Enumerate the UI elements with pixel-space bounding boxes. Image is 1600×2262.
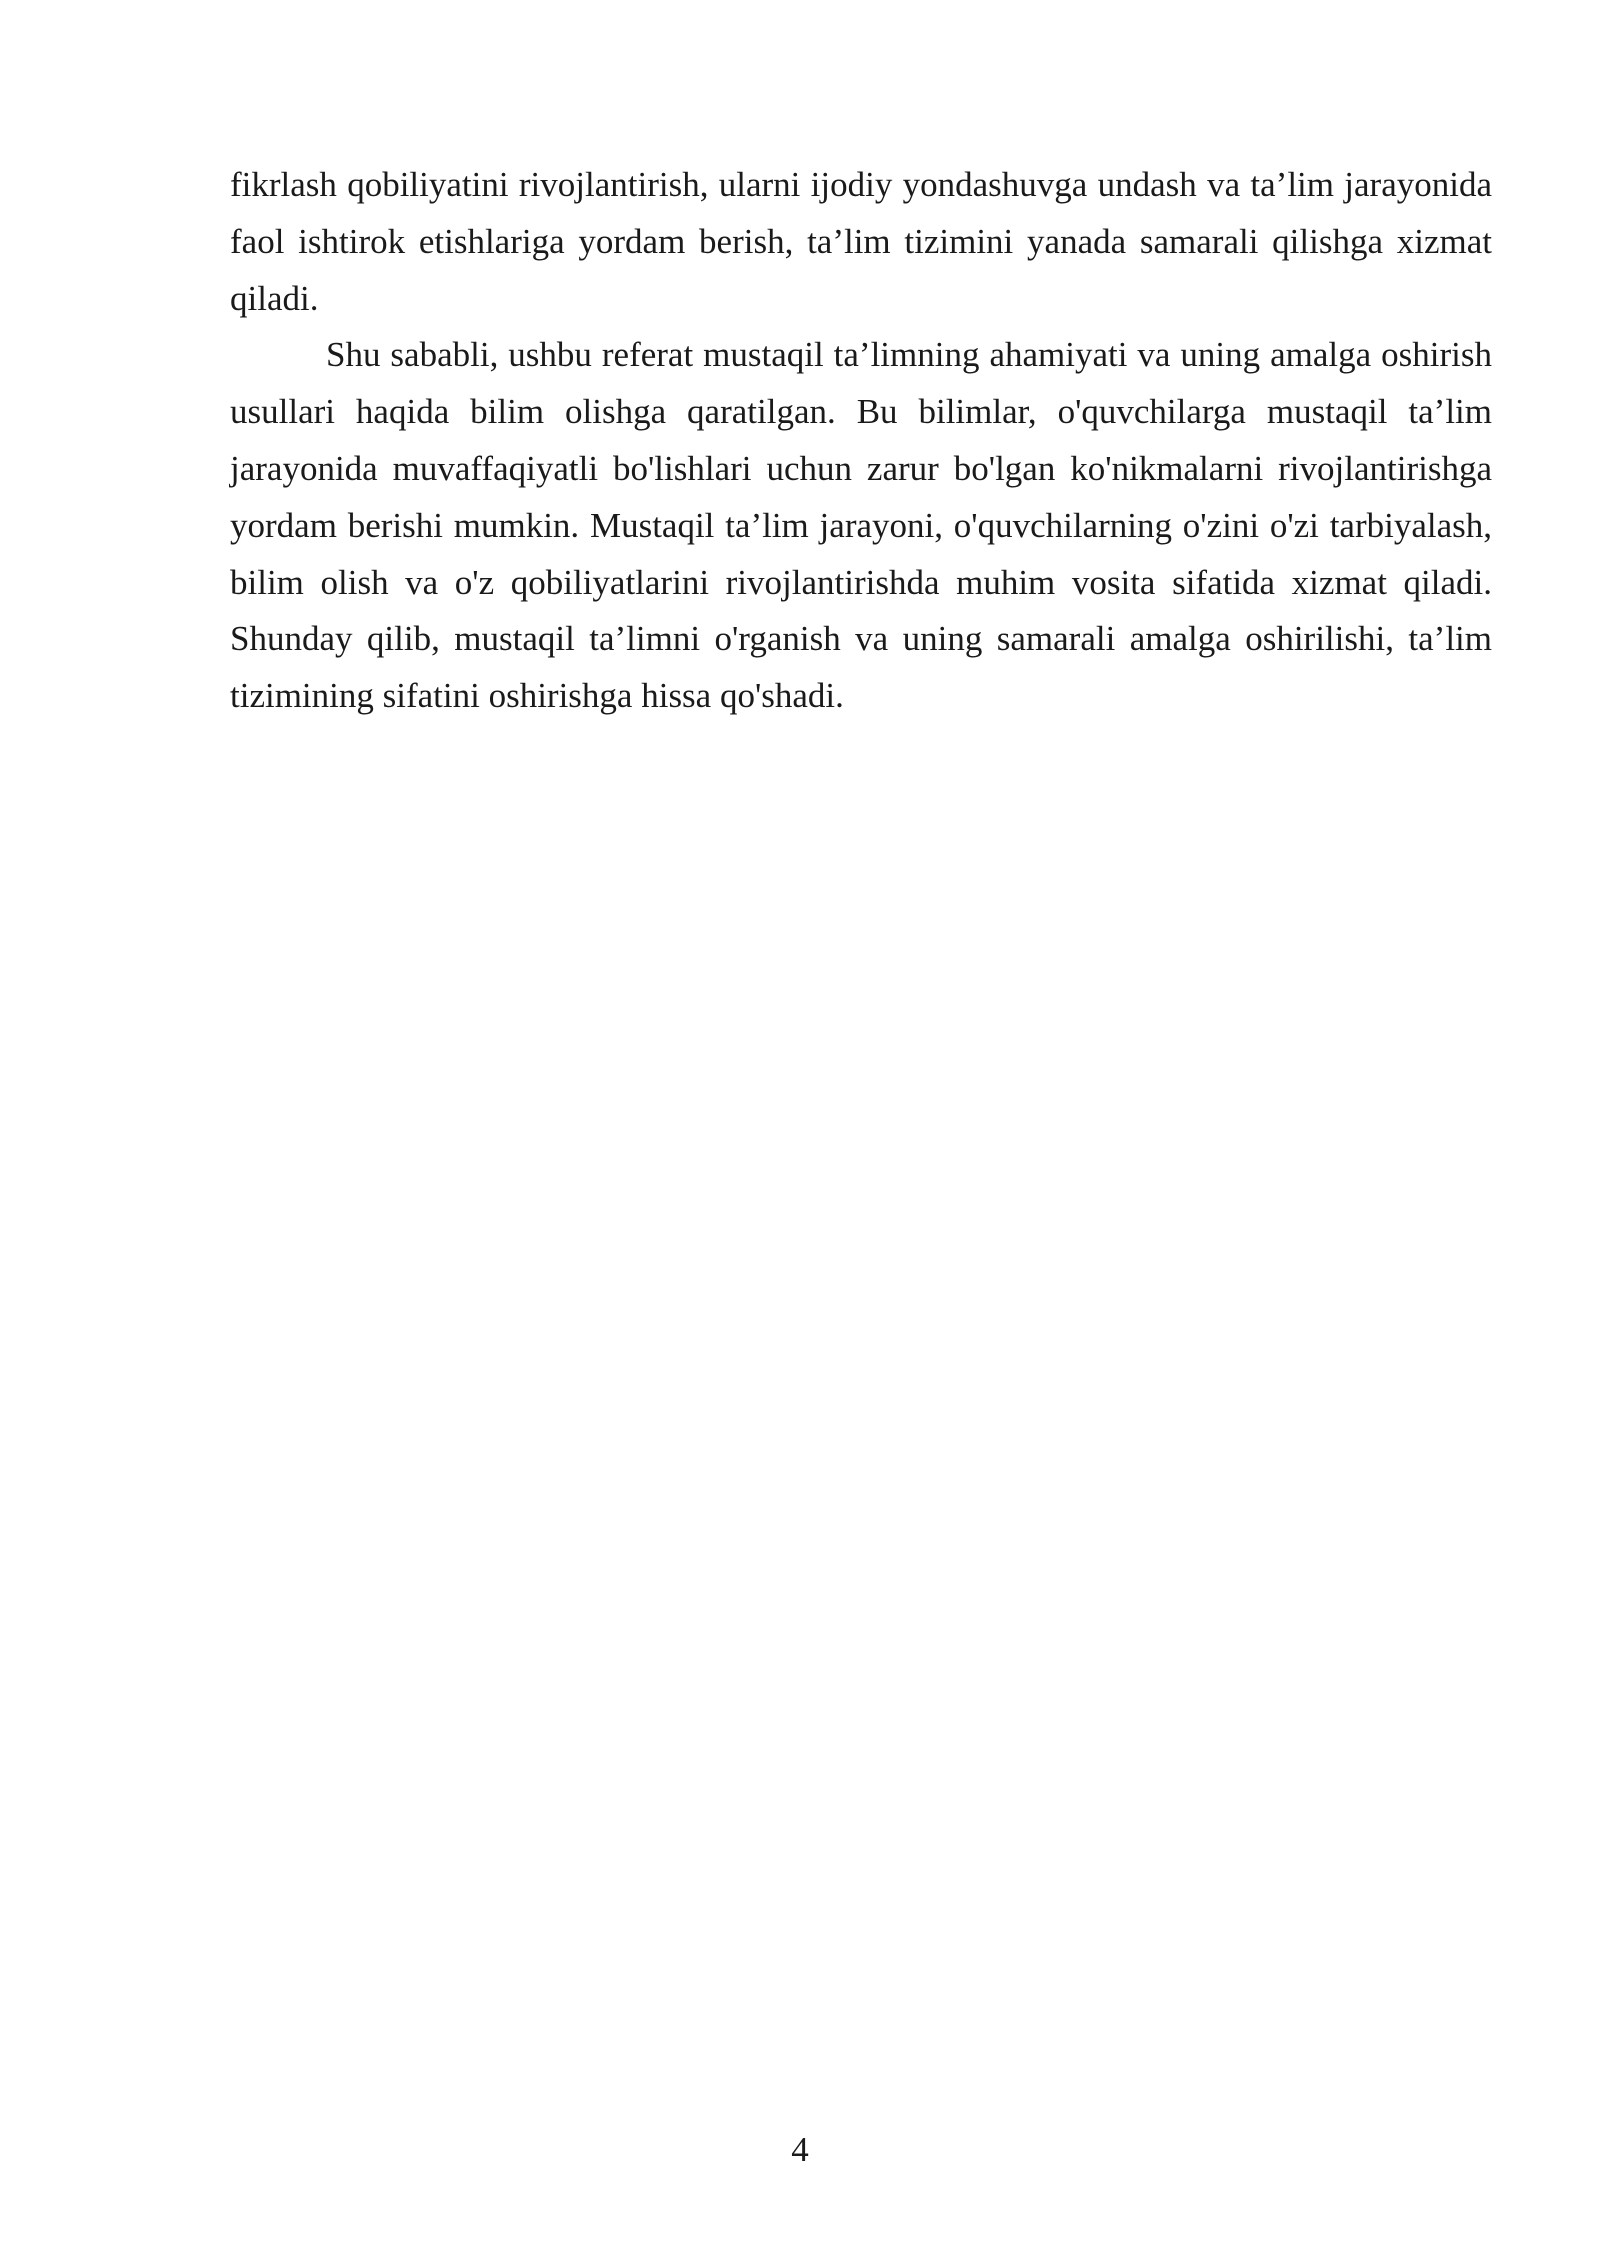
page-number: 4	[791, 2130, 809, 2169]
body-text	[230, 157, 1492, 725]
paragraph-main: Shu sababli, ushbu referat mustaqil ta’limning ahamiyati va uning amalga oshirish usullari haqida bilim olishga qaratilgan. Bu bilimlar, o'quvchilarga mustaqil ta’lim jarayonida muvaffaqiyatli bo'lishlari uchun zarur bo'lgan ko'nikmalarni rivojlantirishga yordam berishi mumkin. Mustaqil ta’lim jarayoni, o'quvchilarning o'zini o'zi tarbiyalash, bilim olish va o'z qobiliyatlarini rivojlantirishda muhim vosita sifatida xizmat qiladi. Shunday qilib, mustaqil ta’limni o'rganish va uning samarali amalga oshirilishi, ta’lim tizimining sifatini oshirishga hissa qo'shadi.	[230, 335, 1492, 716]
paragraph-continuation: fikrlash qobiliyatini rivojlantirish, ularni ijodiy yondashuvga undash va ta’lim jarayonida faol ishtirok etishlariga yordam berish, ta’lim tizimini yanada samarali qilishga xizmat qiladi.	[230, 165, 1492, 318]
